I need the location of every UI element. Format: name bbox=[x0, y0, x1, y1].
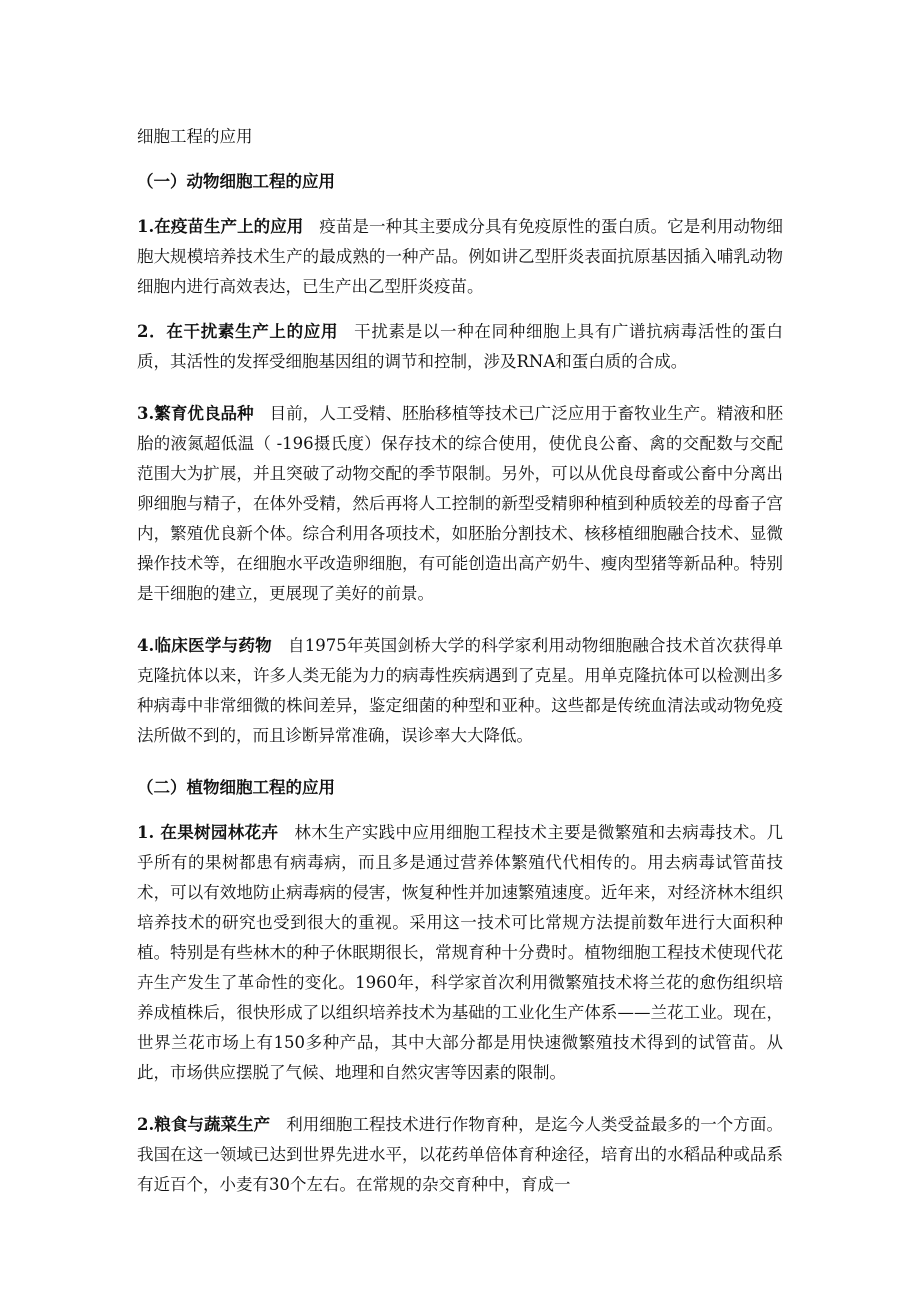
paragraph-lead: 2．在干扰素生产上的应用 bbox=[137, 322, 339, 341]
paragraph-lead: 1.在疫苗生产上的应用 bbox=[137, 217, 304, 236]
paragraph-vaccine bbox=[137, 212, 783, 302]
paragraph-text: 疫苗是一种其主要成分具有免疫原性的蛋白质。它是利用动物细胞大规模培养技术生产的最成熟的一种产品。例如讲乙型肝炎表面抗原基因插入哺乳动物细胞内进行高效表达，已生产出乙型肝炎疫苗。 bbox=[137, 217, 783, 296]
paragraph-lead: 1. 在果树园林花卉 bbox=[137, 823, 279, 842]
paragraph-lead: 3.繁育优良品种 bbox=[137, 404, 254, 423]
paragraph-breeding bbox=[137, 399, 783, 609]
paragraph-orchard bbox=[137, 818, 783, 1088]
paragraph-text: 目前，人工受精、胚胎移植等技术已广泛应用于畜牧业生产。精液和胚胎的液氮超低温（ -196摄氏度）保存技术的综合使用，使优良公畜、禽的交配数与交配范围大为扩展，并且突破了动物交配的季节限制。另外，可以从优良母畜或公畜中分离出卵细胞与精子，在体外受精，然后再将人工控制的新型受精卵种植到种质较差的母畜子宫内，繁殖优良新个体。综合利用各项技术，如胚胎分割技术、核移植细胞融合技术、显微操作技术等，在细胞水平改造卵细胞，有可能创造出高产奶牛、瘦肉型猪等新品种。特别是干细胞的建立，更展现了美好的前景。 bbox=[137, 404, 783, 603]
paragraph-lead: 4.临床医学与药物 bbox=[137, 636, 272, 655]
paragraph-lead: 2.粮食与蔬菜生产 bbox=[137, 1115, 271, 1134]
paragraph-text: 干扰素是以一种在同种细胞上具有广谱抗病毒活性的蛋白质，其活性的发挥受细胞基因组的调节和控制，涉及RNA和蛋白质的合成。 bbox=[137, 322, 784, 371]
paragraph-clinical bbox=[137, 631, 783, 751]
section-heading-animal: （一）动物细胞工程的应用 bbox=[137, 172, 335, 191]
paragraph-text: 利用细胞工程技术进行作物育种，是迄今人类受益最多的一个方面。我国在这一领域已达到世界先进水平，以花药单倍体育种途径，培育出的水稻品种或品系有近百个，小麦有30个左右。在常规的杂交育种中，育成一 bbox=[137, 1115, 783, 1194]
paragraph-text: 自1975年英国剑桥大学的科学家利用动物细胞融合技术首次获得单克隆抗体以来，许多人类无能为力的病毒性疾病遇到了克星。用单克隆抗体可以检测出多种病毒中非常细微的株间差异，鉴定细菌的种型和亚种。这些都是传统血清法或动物免疫法所做不到的，而且诊断异常准确，误诊率大大降低。 bbox=[137, 636, 783, 745]
paragraph-interferon bbox=[137, 317, 783, 377]
paragraph-crops bbox=[137, 1110, 783, 1200]
document-page bbox=[137, 122, 783, 1215]
section-heading-plant: （二）植物细胞工程的应用 bbox=[137, 778, 335, 797]
document-title: 细胞工程的应用 bbox=[137, 127, 253, 146]
paragraph-text: 林木生产实践中应用细胞工程技术主要是微繁殖和去病毒技术。几乎所有的果树都患有病毒病，而且多是通过营养体繁殖代代相传的。用去病毒试管苗技术，可以有效地防止病毒病的侵害，恢复种性并加速繁殖速度。近年来，对经济林木组织培养技术的研究也受到很大的重视。采用这一技术可比常规方法提前数年进行大面积种植。特别是有些林木的种子休眠期很长，常规育种十分费时。植物细胞工程技术使现代花卉生产发生了革命性的变化。1960年，科学家首次利用微繁殖技术将兰花的愈伤组织培养成植株后，很快形成了以组织培养技术为基础的工业化生产体系——兰花工业。现在，世界兰花市场上有150多种产品，其中大部分都是用快速微繁殖技术得到的试管苗。从此，市场供应摆脱了气候、地理和自然灾害等因素的限制。 bbox=[137, 823, 783, 1082]
